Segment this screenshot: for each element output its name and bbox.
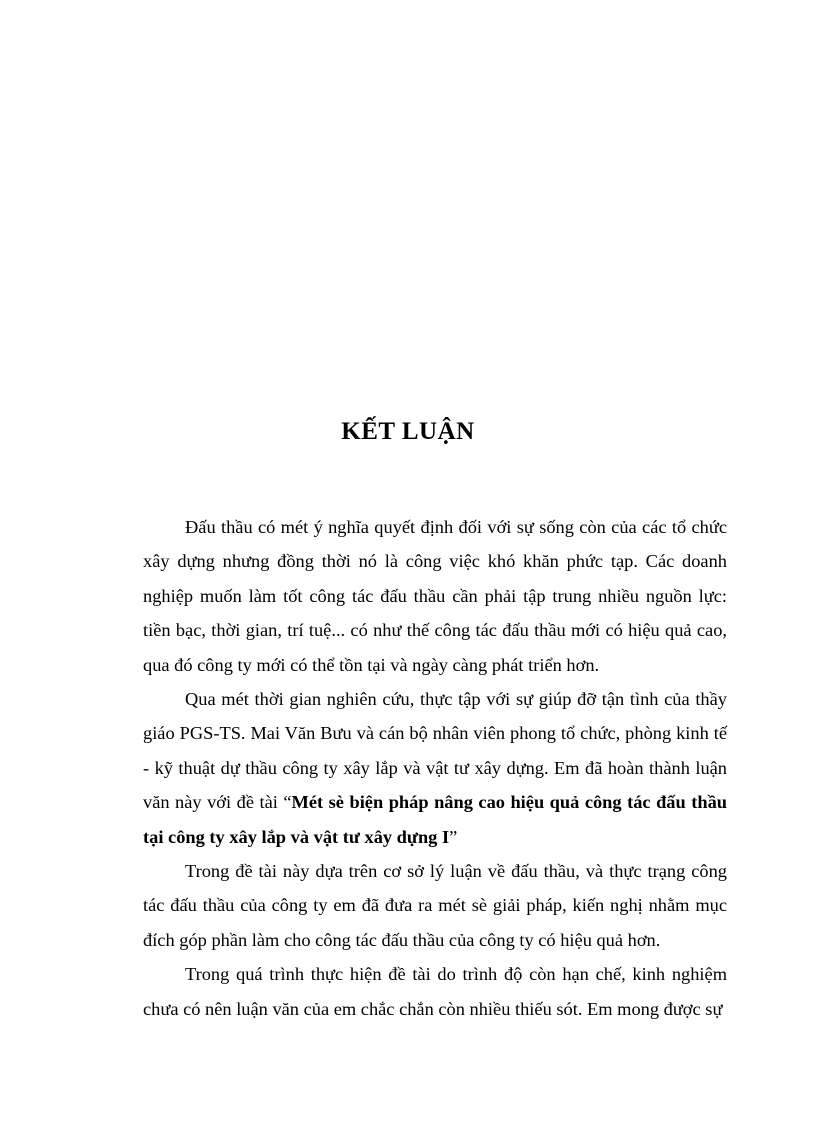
paragraph-2 [143, 682, 727, 854]
closing-quote: ” [449, 826, 458, 847]
paragraph-4: Trong quá trình thực hiện đề tài do trình độ còn hạn chế, kinh nghiệm chưa có nên luận văn của em chắc chắn còn nhiều thiếu sót. Em mong được sự [143, 964, 727, 1019]
paragraph-3: Trong đề tài này dựa trên cơ sở lý luận về đấu thầu, và thực trạng công tác đấu thầu của công ty em đã đưa ra mét sè giải pháp, kiến nghị nhằm mục đích góp phần làm cho công tác đấu thầu của công ty có hiệu quả hơn. [143, 861, 727, 950]
page-title: KẾT LUẬN [341, 418, 475, 445]
paragraph-2-text: Qua mét thời gian nghiên cứu, thực tập với sự giúp đỡ tận tình của thầy giáo PGS-TS. Mai Văn Bưu và cán bộ nhân viên phong tổ chức, phòng kinh tế - kỹ thuật dự thầu công ty xây lắp và vật tư xây dựng. Em đã hoàn thành luận văn này với đề tài “ [143, 689, 727, 813]
paragraph-1: Đấu thầu có mét ý nghĩa quyết định đối với sự sống còn của các tổ chức xây dựng nhưng đồng thời nó là công việc khó khăn phức tạp. Các doanh nghiệp muốn làm tốt công tác đấu thầu cần phải tập trung nhiều nguồn lực: tiền bạc, thời gian, trí tuệ... có như thế công tác đấu thầu mới có hiệu quả cao, qua đó công ty mới có thể tồn tại và ngày càng phát triển hơn. [143, 517, 727, 675]
thesis-title: Mét sè biện pháp nâng cao hiệu quả công tác đấu thầu tại công ty xây lắp và vật tư xây dựng I [143, 792, 727, 847]
body-text [143, 510, 727, 1026]
